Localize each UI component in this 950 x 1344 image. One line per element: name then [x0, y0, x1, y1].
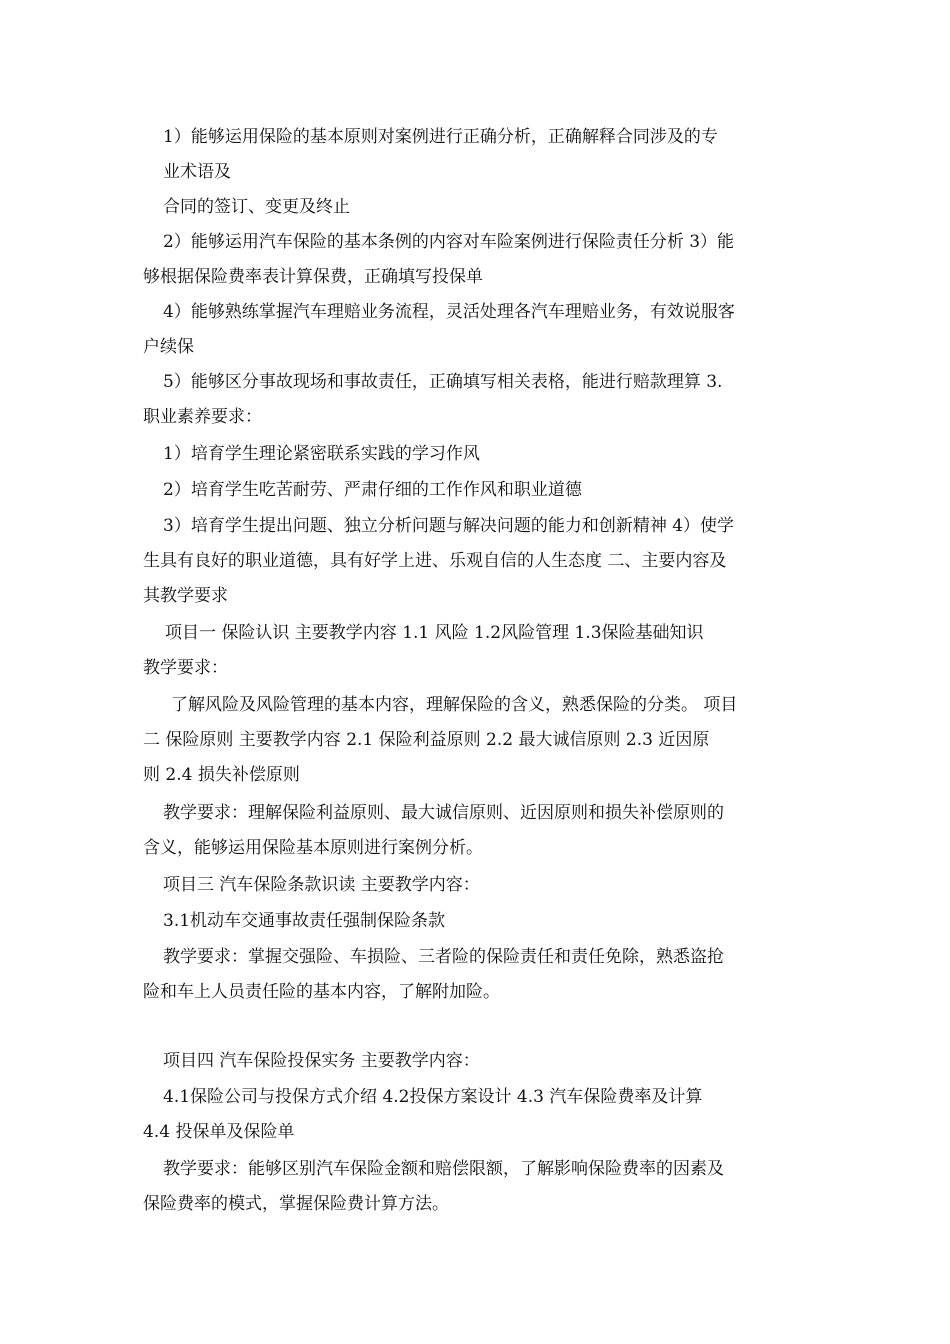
paragraph — [143, 940, 811, 1010]
text-line: 职业素养要求： — [143, 407, 262, 427]
text-line: 教学要求： — [143, 658, 228, 678]
text-line: 4）能够熟练掌握汽车理赔业务流程，灵活处理各汽车理赔业务，有效说服客 — [163, 302, 735, 322]
paragraph — [143, 1080, 811, 1150]
paragraph — [143, 365, 811, 435]
paragraph — [143, 473, 811, 508]
text-line: 3.1机动车交通事故责任强制保险条款 — [163, 911, 446, 931]
text-line: 1）能够运用保险的基本原则对案例进行正确分析，正确解释合同涉及的专 — [163, 127, 718, 147]
text-line: 二 保险原则 主要教学内容 2.1 保险利益原则 2.2 最大诚信原则 2.3 近因原 — [143, 730, 710, 750]
text-line: 够根据保险费率表计算保费，正确填写投保单 — [143, 267, 483, 287]
text-line: 其教学要求 — [143, 586, 228, 606]
paragraph — [143, 295, 811, 365]
text-line: 项目一 保险认识 主要教学内容 1.1 风险 1.2风险管理 1.3保险基础知识 — [165, 623, 704, 643]
text-line: 保险费率的模式，掌握保险费计算方法。 — [143, 1194, 449, 1214]
paragraph — [143, 616, 811, 686]
paragraph — [143, 1044, 811, 1079]
text-line: 3）培育学生提出问题、独立分析问题与解决问题的能力和创新精神 4）使学 — [163, 516, 735, 536]
text-line: 项目三 汽车保险条款识读 主要教学内容： — [163, 875, 480, 895]
text-line: 教学要求：能够区别汽车保险金额和赔偿限额，了解影响保险费率的因素及 — [163, 1159, 724, 1179]
text-line: 户续保 — [143, 337, 194, 357]
paragraph — [143, 190, 811, 225]
paragraph — [143, 120, 811, 190]
paragraph — [143, 688, 811, 793]
text-line: 含义，能够运用保险基本原则进行案例分析。 — [143, 838, 483, 858]
text-line: 5）能够区分事故现场和事故责任，正确填写相关表格，能进行赔款理算 3. — [163, 372, 723, 392]
text-line: 合同的签订、变更及终止 — [163, 197, 350, 217]
text-line: 了解风险及风险管理的基本内容，理解保险的含义，熟悉保险的分类。 项目 — [171, 695, 738, 715]
text-line: 4.4 投保单及保险单 — [143, 1122, 295, 1142]
paragraph — [143, 904, 811, 939]
text-line: 2）能够运用汽车保险的基本条例的内容对车险案例进行保险责任分析 3）能 — [163, 232, 735, 252]
text-line: 教学要求：掌握交强险、车损险、三者险的保险责任和责任免除，熟悉盗抢 — [163, 947, 724, 967]
paragraph — [143, 1152, 811, 1222]
text-line: 2）培育学生吃苦耐劳、严肃仔细的工作作风和职业道德 — [163, 480, 582, 500]
text-line: 1）培育学生理论紧密联系实践的学习作风 — [163, 444, 480, 464]
text-line: 生具有良好的职业道德，具有好学上进、乐观自信的人生态度 二、主要内容及 — [143, 551, 727, 571]
text-line: 险和车上人员责任险的基本内容，了解附加险。 — [143, 982, 500, 1002]
paragraph — [143, 796, 811, 866]
text-line: 业术语及 — [163, 162, 231, 182]
text-line: 4.1保险公司与投保方式介绍 4.2投保方案设计 4.3 汽车保险费率及计算 — [163, 1087, 703, 1107]
text-line: 项目四 汽车保险投保实务 主要教学内容： — [163, 1051, 480, 1071]
paragraph — [143, 509, 811, 614]
paragraph — [143, 225, 811, 295]
paragraph — [143, 437, 811, 472]
paragraph — [143, 868, 811, 903]
text-line: 则 2.4 损失补偿原则 — [143, 765, 300, 785]
text-line: 教学要求：理解保险利益原则、最大诚信原则、近因原则和损失补偿原则的 — [163, 803, 724, 823]
